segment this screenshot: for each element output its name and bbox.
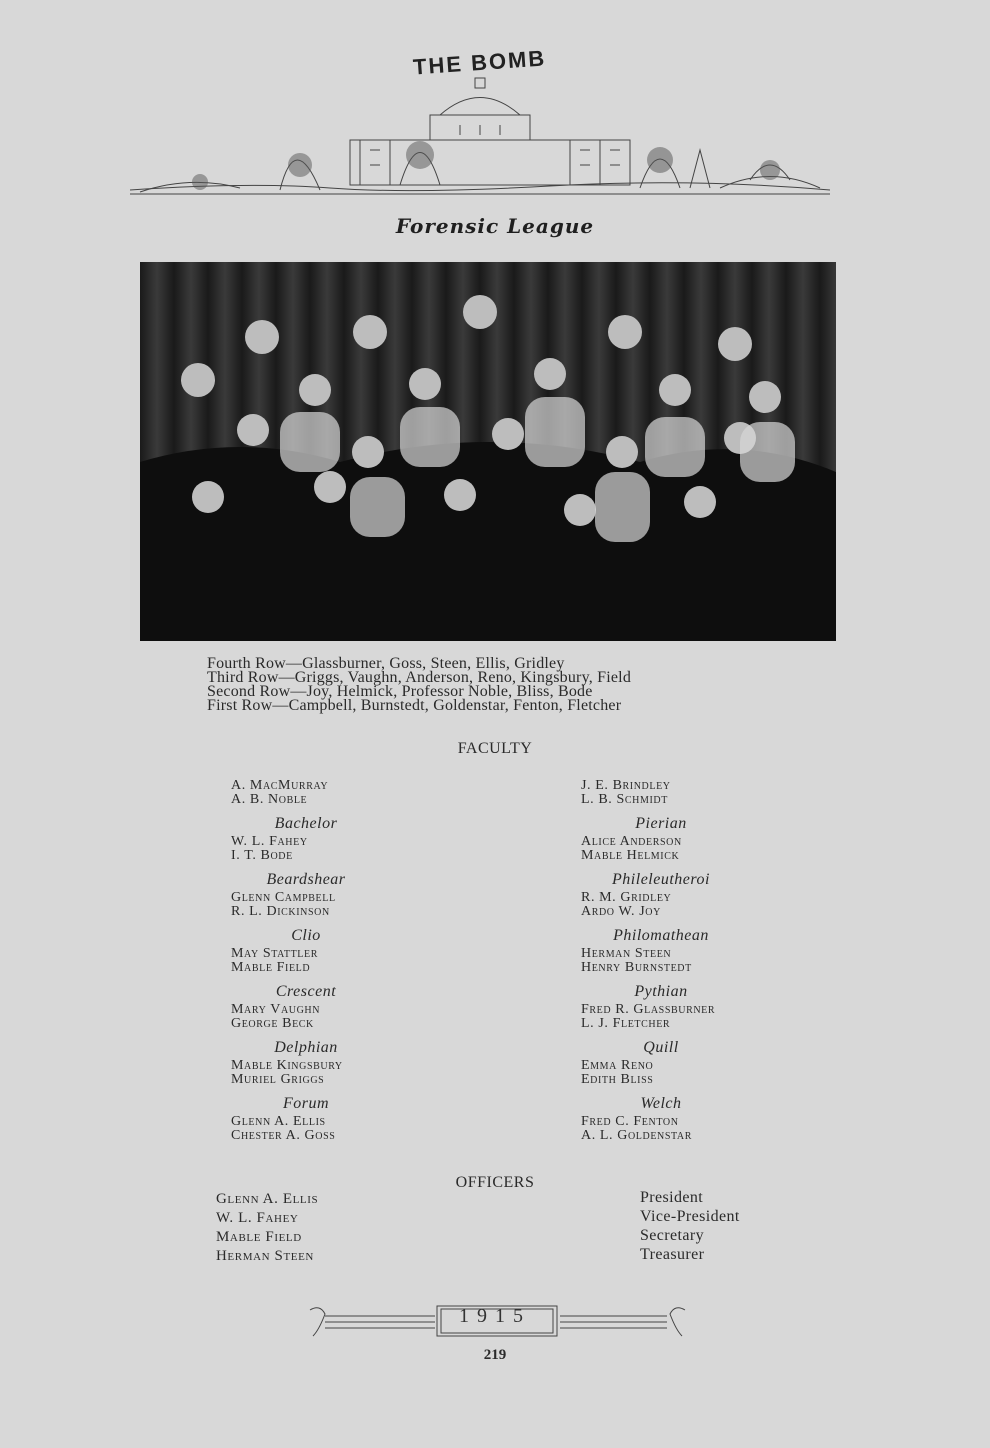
banner-title: THE BOMB (412, 45, 548, 80)
officer-name: Mable Field (216, 1229, 302, 1245)
society-name: Crescent (275, 983, 337, 1000)
officers-heading: OFFICERS (455, 1174, 535, 1191)
header-banner (130, 40, 830, 210)
right-column (581, 779, 781, 1143)
society-name: Forum (282, 1095, 330, 1112)
society-name: Clio (291, 927, 321, 944)
member-name: Chester A. Goss (231, 1128, 336, 1143)
member-name: George Beck (231, 1016, 314, 1031)
member-name: Mable Kingsbury (231, 1058, 343, 1073)
member-name: J. E. Brindley (581, 778, 671, 793)
officer-title: Treasurer (640, 1246, 705, 1263)
member-name: A. MacMurray (231, 778, 329, 793)
member-name: Henry Burnstedt (581, 960, 692, 975)
member-name: Muriel Griggs (231, 1072, 325, 1087)
member-name: Mable Helmick (581, 848, 680, 863)
member-name: May Stattler (231, 946, 318, 961)
member-name: Mary Vaughn (231, 1002, 321, 1017)
officer-name: W. L. Fahey (216, 1210, 299, 1226)
caption-line: First Row—Campbell, Burnstedt, Goldenstar, Fenton, Fletcher (207, 697, 622, 714)
caption-line: Third Row—Griggs, Vaughn, Anderson, Reno, Kingsbury, Field (207, 669, 632, 686)
member-name: Fred C. Fenton (581, 1114, 679, 1129)
society-name: Pierian (635, 815, 687, 832)
society-name: Philomathean (613, 927, 709, 944)
campus-building-illustration (130, 70, 830, 200)
society-name: Welch (640, 1095, 682, 1112)
member-name: I. T. Bode (231, 848, 293, 863)
section-title: Forensic League (395, 214, 595, 238)
society-name: Delphian (274, 1039, 338, 1056)
society-name: Phileleutheroi (612, 871, 710, 888)
member-name: Herman Steen (581, 946, 672, 961)
member-name: L. J. Fletcher (581, 1016, 671, 1031)
member-name: Ardo W. Joy (581, 904, 661, 919)
member-name: Emma Reno (581, 1058, 654, 1073)
society-name: Bachelor (274, 815, 338, 832)
member-name: W. L. Fahey (231, 834, 308, 849)
left-column (231, 779, 411, 1143)
member-name: A. L. Goldenstar (581, 1128, 693, 1143)
member-name: Glenn Campbell (231, 890, 336, 905)
officer-name: Glenn A. Ellis (216, 1191, 319, 1207)
faculty-heading: FACULTY (457, 740, 533, 757)
member-name: Glenn A. Ellis (231, 1114, 326, 1129)
officer-title: President (640, 1189, 704, 1206)
officer-titles (640, 1188, 740, 1264)
society-name: Pythian (634, 983, 688, 1000)
officer-title: Vice-President (640, 1208, 740, 1225)
member-name: R. M. Gridley (581, 890, 672, 905)
member-name: R. L. Dickinson (231, 904, 330, 919)
group-photo-image (140, 262, 836, 641)
member-name: Edith Bliss (581, 1072, 654, 1087)
member-name: Mable Field (231, 960, 311, 975)
society-name: Beardshear (266, 871, 346, 888)
group-photo (140, 262, 836, 641)
member-name: Fred R. Glassburner (581, 1002, 716, 1017)
caption-line: Second Row—Joy, Helmick, Professor Noble, Bliss, Bode (207, 683, 593, 700)
member-name: A. B. Noble (231, 792, 308, 807)
officer-title: Secretary (640, 1227, 705, 1244)
officer-name: Herman Steen (216, 1248, 314, 1264)
photo-caption (207, 657, 827, 713)
footer-year: 1915 (459, 1305, 531, 1327)
caption-line: Fourth Row—Glassburner, Goss, Steen, Ellis, Gridley (207, 655, 565, 672)
society-name: Quill (643, 1039, 679, 1056)
officer-names (216, 1190, 318, 1266)
member-name: Alice Anderson (581, 834, 682, 849)
page-number: 219 (483, 1347, 507, 1363)
member-name: L. B. Schmidt (581, 792, 668, 807)
